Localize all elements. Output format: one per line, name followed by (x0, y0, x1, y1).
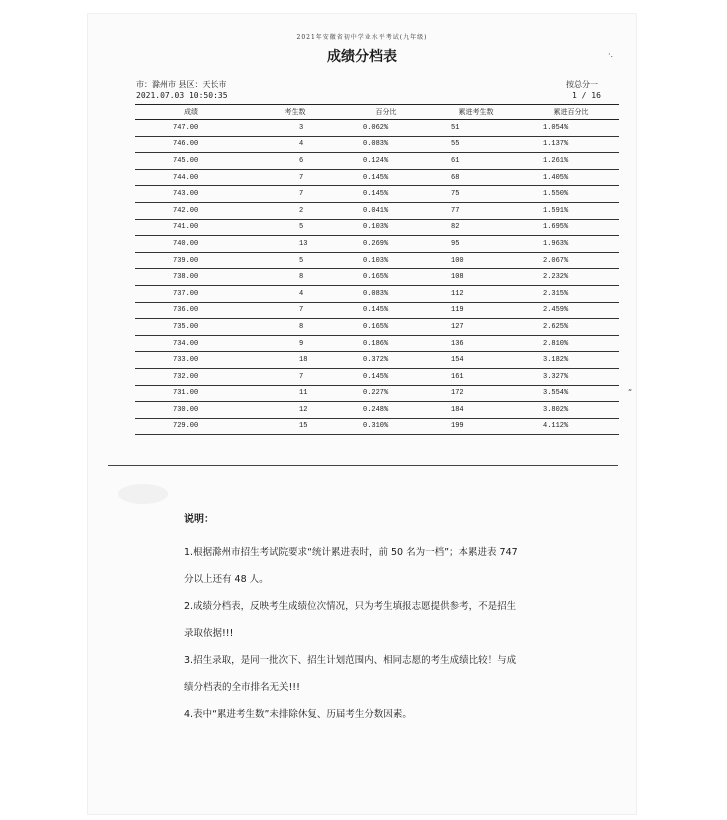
table-cell: 3.554% (523, 385, 619, 402)
table-cell: 51 (429, 120, 523, 137)
table-cell: 119 (429, 302, 523, 319)
table-cell: 7 (247, 169, 343, 186)
note-line: 4.表中“累进考生数”未排除休复、历届考生分数因素。 (184, 709, 412, 720)
table-cell: 61 (429, 153, 523, 170)
table-row (135, 236, 619, 253)
table-cell: 0.372% (343, 352, 429, 369)
table-cell: 734.00 (135, 335, 247, 352)
table-row (135, 285, 619, 302)
table-body (135, 120, 619, 435)
table-row (135, 302, 619, 319)
table-cell: 745.00 (135, 153, 247, 170)
column-header: 累进百分比 (523, 105, 619, 120)
table-cell: 0.083% (343, 285, 429, 302)
table-cell: 2.810% (523, 335, 619, 352)
note-line: 1.根据滁州市招生考试院要求“统计累进表时，前 50 名为一档”；本累进表 747 (184, 547, 518, 558)
table-cell: 127 (429, 319, 523, 336)
table-cell: 154 (429, 352, 523, 369)
table-cell: 7 (247, 302, 343, 319)
table-cell: 0.186% (343, 335, 429, 352)
table-cell: 0.145% (343, 302, 429, 319)
table-cell: 3.802% (523, 402, 619, 419)
page-title: 成绩分档表 (327, 49, 397, 65)
note-line: 绩分档表的全市排名无关!!! (184, 682, 300, 693)
table-row (135, 219, 619, 236)
table-cell: 2.625% (523, 319, 619, 336)
table-cell: 0.310% (343, 418, 429, 435)
table-cell: 0.227% (343, 385, 429, 402)
score-table (135, 104, 619, 435)
table-cell: 7 (247, 368, 343, 385)
table-row (135, 120, 619, 137)
table-cell: 746.00 (135, 136, 247, 153)
sort-label: 按总分一 (566, 80, 598, 89)
table-cell: 199 (429, 418, 523, 435)
note-line: 录取依据!!! (184, 628, 234, 639)
table-cell: 2 (247, 202, 343, 219)
table-cell: 732.00 (135, 368, 247, 385)
table-row (135, 136, 619, 153)
table-row (135, 202, 619, 219)
table-cell: 3.327% (523, 368, 619, 385)
table-cell: 8 (247, 269, 343, 286)
region-label: 市：滁州市 县区：天长市 (136, 80, 227, 89)
page-number: 1 / 16 (572, 91, 601, 100)
table-row (135, 368, 619, 385)
table-cell: 1.591% (523, 202, 619, 219)
table-cell: 743.00 (135, 186, 247, 203)
table-cell: 0.145% (343, 186, 429, 203)
table-row (135, 169, 619, 186)
table-cell: 1.695% (523, 219, 619, 236)
table-cell: 13 (247, 236, 343, 253)
column-header: 成绩 (135, 105, 247, 120)
table-cell: 0.165% (343, 269, 429, 286)
table-cell: 0.041% (343, 202, 429, 219)
table-cell: 742.00 (135, 202, 247, 219)
table-cell: 0.124% (343, 153, 429, 170)
table-cell: 737.00 (135, 285, 247, 302)
table-row (135, 335, 619, 352)
table-cell: 2.459% (523, 302, 619, 319)
scanned-page (88, 14, 636, 814)
table-cell: 5 (247, 219, 343, 236)
table-cell: 735.00 (135, 319, 247, 336)
table-cell: 4.112% (523, 418, 619, 435)
table-row (135, 252, 619, 269)
datetime-label: 2021.07.03 10:50:35 (136, 91, 228, 100)
table-cell: 3.182% (523, 352, 619, 369)
table-cell: 18 (247, 352, 343, 369)
table-cell: 4 (247, 285, 343, 302)
scan-smudge (118, 484, 168, 504)
table-cell: 738.00 (135, 269, 247, 286)
table-cell: 1.550% (523, 186, 619, 203)
table-cell: 729.00 (135, 418, 247, 435)
table-cell: 1.054% (523, 120, 619, 137)
table-cell: 0.103% (343, 252, 429, 269)
table-cell: 9 (247, 335, 343, 352)
note-line: 分以上还有 48 人。 (184, 574, 269, 585)
table-cell: 5 (247, 252, 343, 269)
table-cell: 15 (247, 418, 343, 435)
table-cell: 736.00 (135, 302, 247, 319)
table-cell: 172 (429, 385, 523, 402)
table-row (135, 269, 619, 286)
table-cell: 161 (429, 368, 523, 385)
table-row (135, 402, 619, 419)
table-cell: 2.232% (523, 269, 619, 286)
table-cell: 0.248% (343, 402, 429, 419)
table-cell: 0.165% (343, 319, 429, 336)
table-cell: 0.145% (343, 368, 429, 385)
table-cell: 2.067% (523, 252, 619, 269)
table-cell: 0.145% (343, 169, 429, 186)
table-cell: 740.00 (135, 236, 247, 253)
table-cell: 4 (247, 136, 343, 153)
table-cell: 1.261% (523, 153, 619, 170)
table-cell: 75 (429, 186, 523, 203)
table-cell: 11 (247, 385, 343, 402)
exam-title: 2021年安徽省初中学业水平考试(九年级) (296, 34, 428, 41)
table-header-row (135, 105, 619, 120)
table-cell: 184 (429, 402, 523, 419)
table-cell: 0.103% (343, 219, 429, 236)
column-header: 考生数 (247, 105, 343, 120)
column-header: 累进考生数 (429, 105, 523, 120)
notes-body (184, 539, 604, 728)
table-row (135, 385, 619, 402)
table-row (135, 186, 619, 203)
table-cell: 730.00 (135, 402, 247, 419)
divider (108, 465, 618, 466)
column-header: 百分比 (343, 105, 429, 120)
table-cell: 8 (247, 319, 343, 336)
table-row (135, 418, 619, 435)
table-cell: 0.083% (343, 136, 429, 153)
table-row (135, 319, 619, 336)
table-cell: 741.00 (135, 219, 247, 236)
table-cell: 731.00 (135, 385, 247, 402)
notes-heading: 说明： (184, 514, 214, 525)
scan-speck: “ (628, 388, 633, 397)
note-line: 3.招生录取，是同一批次下、招生计划范围内、相同志愿的考生成绩比较！与成 (184, 655, 517, 666)
table-cell: 100 (429, 252, 523, 269)
scan-speck: ·. (608, 50, 614, 59)
table-cell: 136 (429, 335, 523, 352)
table-cell: 0.062% (343, 120, 429, 137)
table-cell: 2.315% (523, 285, 619, 302)
table-cell: 0.269% (343, 236, 429, 253)
table-cell: 3 (247, 120, 343, 137)
notes-section (184, 510, 604, 728)
table-cell: 68 (429, 169, 523, 186)
table-cell: 108 (429, 269, 523, 286)
table-cell: 1.405% (523, 169, 619, 186)
table-cell: 744.00 (135, 169, 247, 186)
table-cell: 77 (429, 202, 523, 219)
table-cell: 1.963% (523, 236, 619, 253)
table-row (135, 153, 619, 170)
table-cell: 82 (429, 219, 523, 236)
table-cell: 55 (429, 136, 523, 153)
table-cell: 733.00 (135, 352, 247, 369)
table-cell: 7 (247, 186, 343, 203)
table-cell: 739.00 (135, 252, 247, 269)
table-cell: 12 (247, 402, 343, 419)
table-cell: 6 (247, 153, 343, 170)
table-row (135, 352, 619, 369)
note-line: 2.成绩分档表，反映考生成绩位次情况，只为考生填报志愿提供参考，不是招生 (184, 601, 517, 612)
table-cell: 747.00 (135, 120, 247, 137)
table-cell: 95 (429, 236, 523, 253)
table-cell: 1.137% (523, 136, 619, 153)
table-cell: 112 (429, 285, 523, 302)
